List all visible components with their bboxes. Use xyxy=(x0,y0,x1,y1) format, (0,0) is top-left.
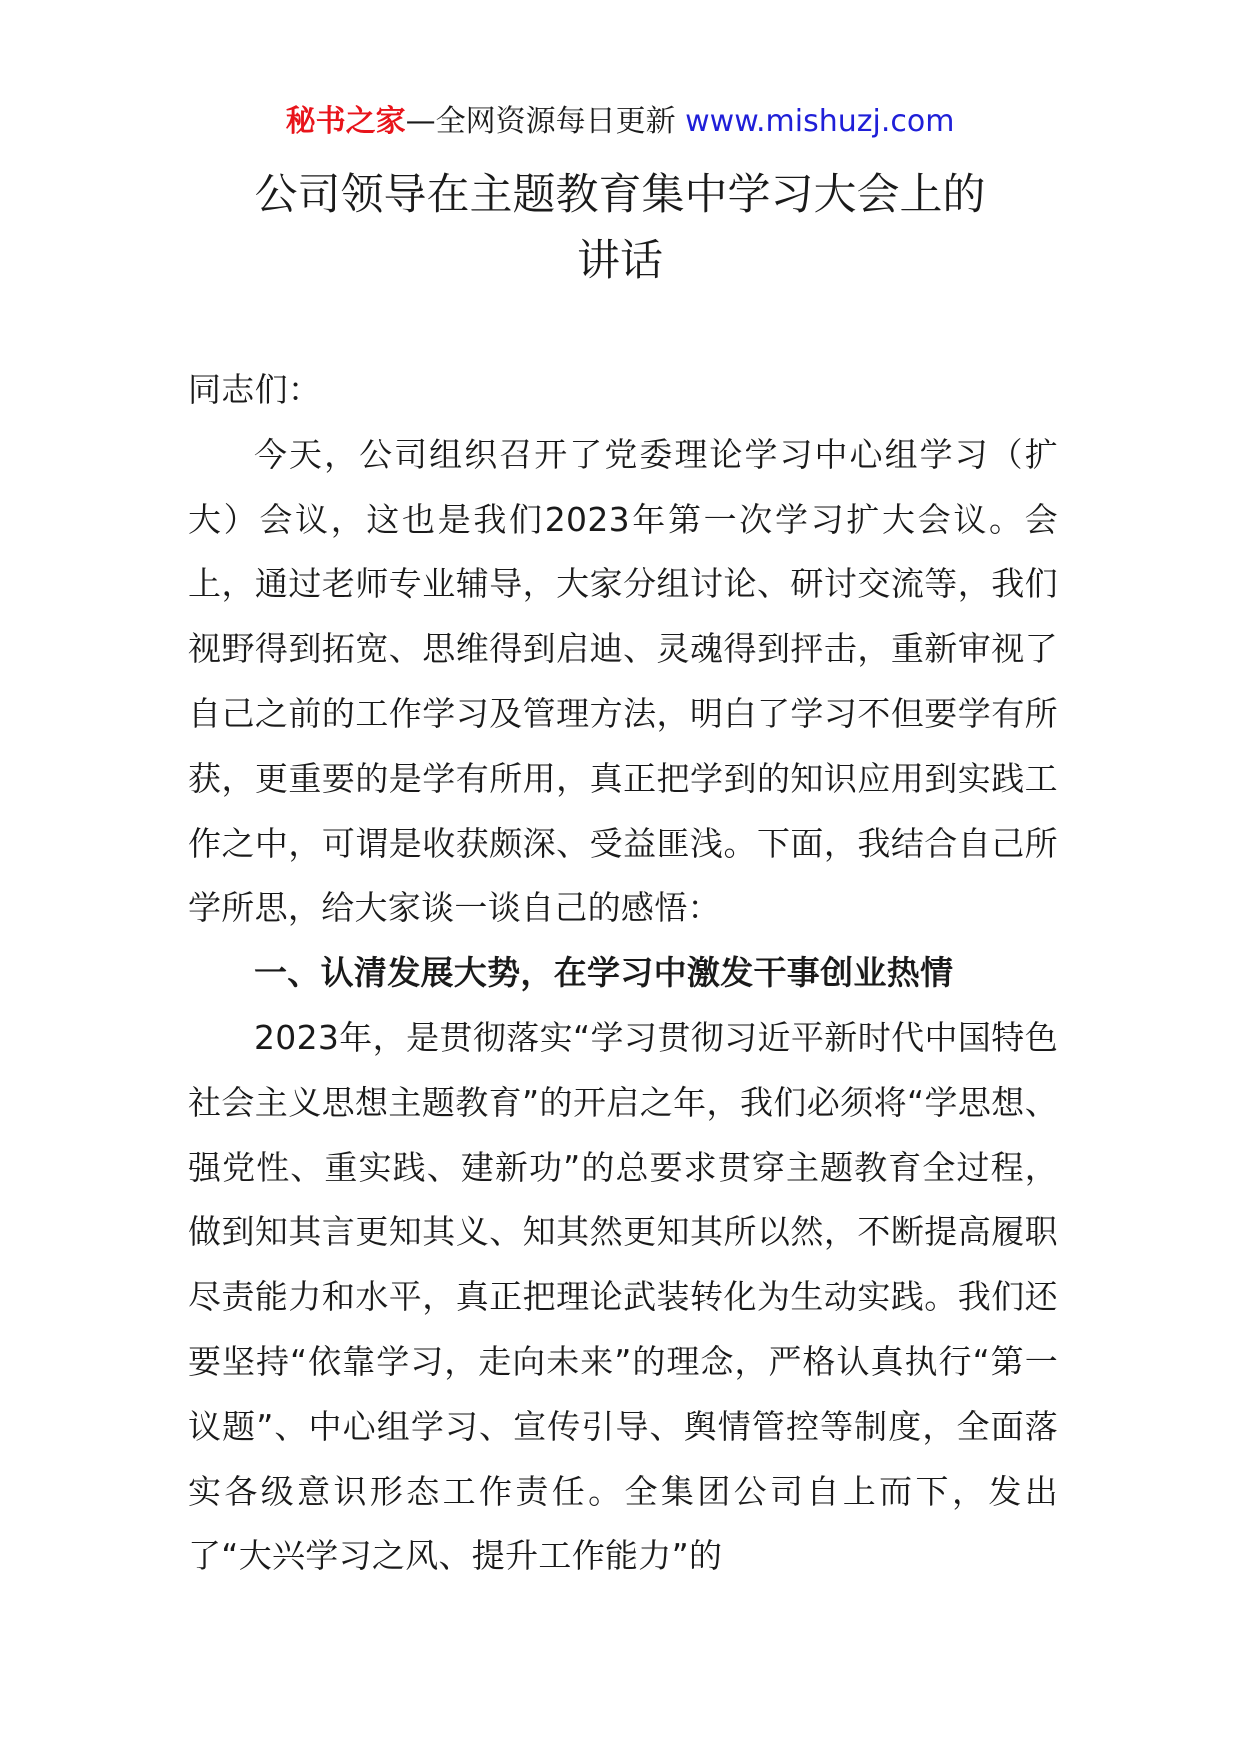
section-heading: 一、认清发展大势，在学习中激发干事创业热情 xyxy=(254,953,954,993)
title-line-2: 讲话 xyxy=(577,236,663,286)
body-paragraph: 2023年，是贯彻落实“学习贯彻习近平新时代中国特色社会主义思想主题教育”的开启之年，我们必须将“学思想、强党性、重实践、建新功”的总要求贯穿主题教育全过程，做到知其言更知其义、知其然更知其所以然，不断提高履职尽责能力和水平，真正把理论武装转化为生动实践。我们还要坚持“依靠学习，走向未来”的理念，严格认真执行“第一议题”、中心组学习、宣传引导、舆情管控等制度，全面落实各级意识形态工作责任。全集团公司自上而下，发出了“大兴学习之风、提升工作能力”的 xyxy=(188,1017,1058,1576)
site-url-link[interactable]: www.mishuzj.com xyxy=(685,104,955,139)
site-header xyxy=(0,100,1240,144)
header-tagline: —全网资源每日更新 xyxy=(405,104,686,139)
document-title xyxy=(0,162,1240,294)
brand-name: 秘书之家 xyxy=(285,104,406,139)
body-paragraph: 今天，公司组织召开了党委理论学习中心组学习（扩大）会议，这也是我们2023年第一次学习扩大会议。会上，通过老师专业辅导，大家分组讨论、研讨交流等，我们视野得到拓宽、思维得到启迪、灵魂得到抨击，重新审视了自己之前的工作学习及管理方法，明白了学习不但要学有所获，更重要的是学有所用，真正把学到的知识应用到实践工作之中，可谓是收获颇深、受益匪浅。下面，我结合自己所学所思，给大家谈一谈自己的感悟： xyxy=(188,434,1058,928)
salutation: 同志们： xyxy=(188,370,322,409)
document-body xyxy=(188,358,1058,1589)
title-line-1: 公司领导在主题教育集中学习大会上的 xyxy=(254,170,986,220)
